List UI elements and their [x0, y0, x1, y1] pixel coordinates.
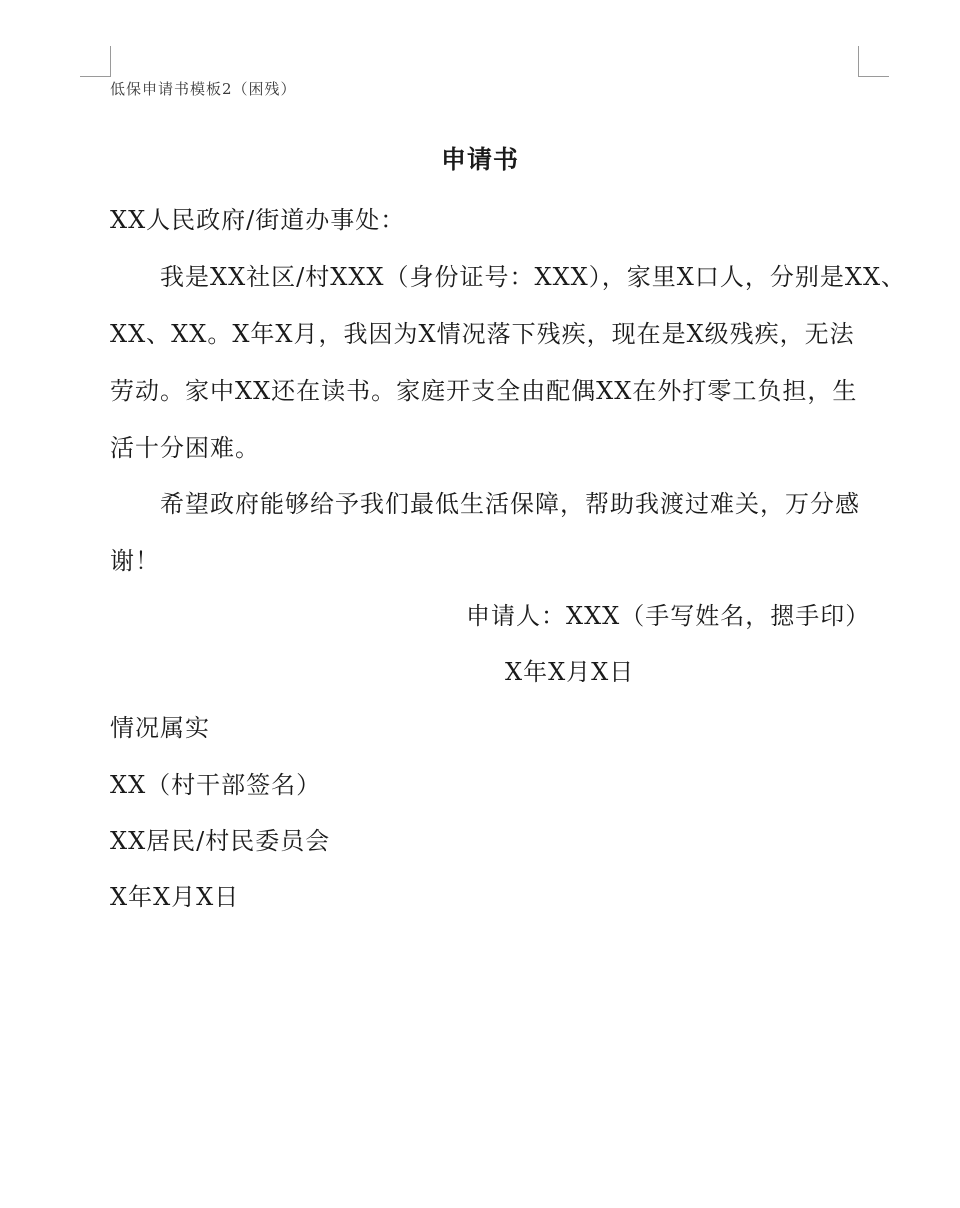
- paragraph1-line-3: 劳动。家中XX还在读书。家庭开支全由配偶XX在外打零工负担，生: [110, 377, 858, 405]
- paragraph1-line-4: 活十分困难。: [110, 434, 260, 462]
- cadre-signature-line: XX（村干部签名）: [110, 771, 322, 799]
- page-corner-mark-top-right: [858, 46, 889, 77]
- committee-name: XX居民/村民委员会: [110, 827, 331, 855]
- document-title: 申请书: [440, 145, 519, 174]
- applicant-date: X年X月X日: [505, 658, 635, 686]
- verification-date: X年X月X日: [110, 883, 240, 911]
- salutation: XX人民政府/街道办事处：: [110, 206, 406, 234]
- paragraph1-line-2: XX、XX。X年X月，我因为X情况落下残疾，现在是X级残疾，无法: [110, 320, 855, 348]
- paragraph1-line-1: 我是XX社区/村XXX（身份证号：XXX），家里X口人，分别是XX、: [160, 263, 907, 291]
- applicant-signature-line: 申请人：XXX（手写姓名，摁手印）: [466, 602, 871, 630]
- running-header: 低保申请书模板2（困残）: [110, 80, 297, 98]
- page-corner-mark-top-left: [80, 46, 111, 77]
- paragraph2-line-1: 希望政府能够给予我们最低生活保障，帮助我渡过难关，万分感: [160, 490, 860, 518]
- verification-statement: 情况属实: [110, 714, 210, 742]
- paragraph2-line-2: 谢！: [110, 547, 160, 575]
